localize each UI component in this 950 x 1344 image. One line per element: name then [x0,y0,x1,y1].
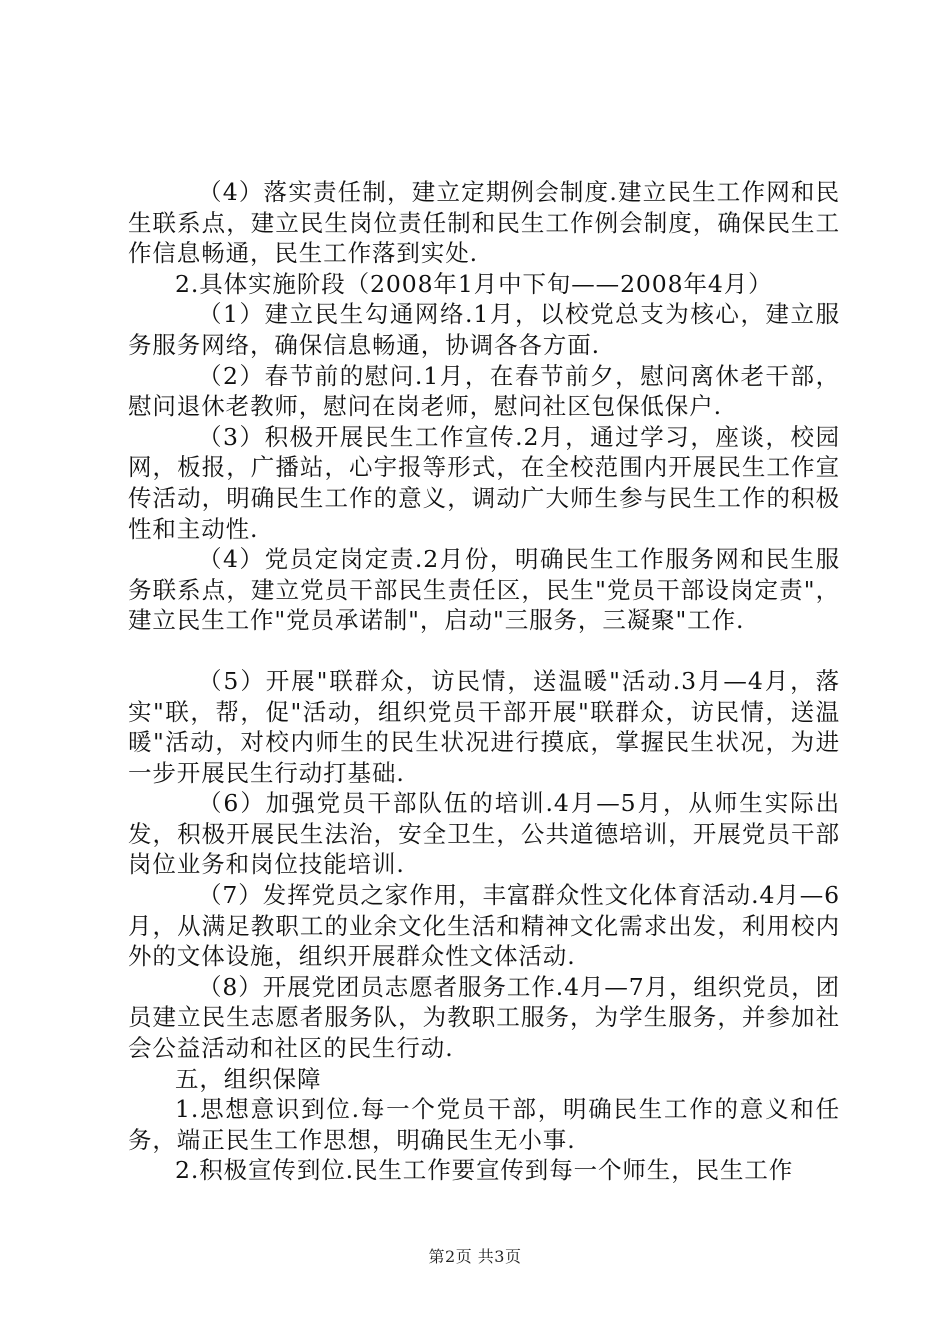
paragraph-item-8: （8）开展党团员志愿者服务工作.4月—7月，组织党员，团员建立民生志愿者服务队，为教职工服务，为学生服务，并参加社会公益活动和社区的民生行动. [128,972,840,1063]
paragraph-item-4: （4）党员定岗定责.2月份，明确民生工作服务网和民生服务联系点，建立党员干部民生责任区，民生"党员干部设岗定责"，建立民生工作"党员承诺制"，启动"三服务，三凝聚"工作. [128,545,840,635]
document-body [128,177,840,1186]
paragraph-responsibility-system: （4）落实责任制，建立定期例会制度.建立民生工作网和民生联系点，建立民生岗位责任制和民生工作例会制度，确保民生工作信息畅通，民生工作落到实处. [128,178,840,268]
paragraph-gap [128,636,840,666]
section-heading-organization: 五，组织保障 [175,1064,322,1093]
paragraph-item-1: （1）建立民生勾通网络.1月，以校党总支为核心，建立服务服务网络，确保信息畅通，协调各各方面. [128,300,841,359]
paragraph-item-3: （3）积极开展民生工作宣传.2月，通过学习，座谈，校园网，板报，广播站，心宇报等形式，在全校范围内开展民生工作宣传活动，明确民生工作的意义，调动广大师生参与民生工作的积极性和主动性. [128,422,840,543]
paragraph-item-5: （5）开展"联群众，访民情，送温暖"活动.3月—4月，落实"联，帮，促"活动，组织党员干部开展"联群众，访民情，送温暖"活动，对校内师生的民生状况进行摸底，掌握民生状况，为进一步开展民生行动打基础. [128,666,840,787]
paragraph-item-6: （6）加强党员干部队伍的培训.4月—5月，从师生实际出发，积极开展民生法治，安全卫生，公共道德培训，开展党员干部岗位业务和岗位技能培训. [128,789,840,879]
paragraph-implementation-stage-heading: 2.具体实施阶段（2008年1月中下旬——2008年4月） [175,269,773,298]
paragraph-item-7: （7）发挥党员之家作用，丰富群众性文化体育活动.4月—6月，从满足教职工的业余文化生活和精神文化需求出发，利用校内外的文体设施，组织开展群众性文体活动. [128,881,840,971]
paragraph-item-2: （2）春节前的慰问.1月，在春节前夕，慰问离休老干部，慰问退休老教师，慰问在岗老师，慰问社区包保低保户. [128,361,840,421]
page-footer: 第2页 共3页 [428,1247,522,1266]
paragraph-guarantee-2: 2.积极宣传到位.民生工作要宣传到每一个师生，民生工作 [175,1156,794,1185]
paragraph-guarantee-1: 1.思想意识到位.每一个党员干部，明确民生工作的意义和任务，端正民生工作思想，明确民生无小事. [128,1095,840,1154]
